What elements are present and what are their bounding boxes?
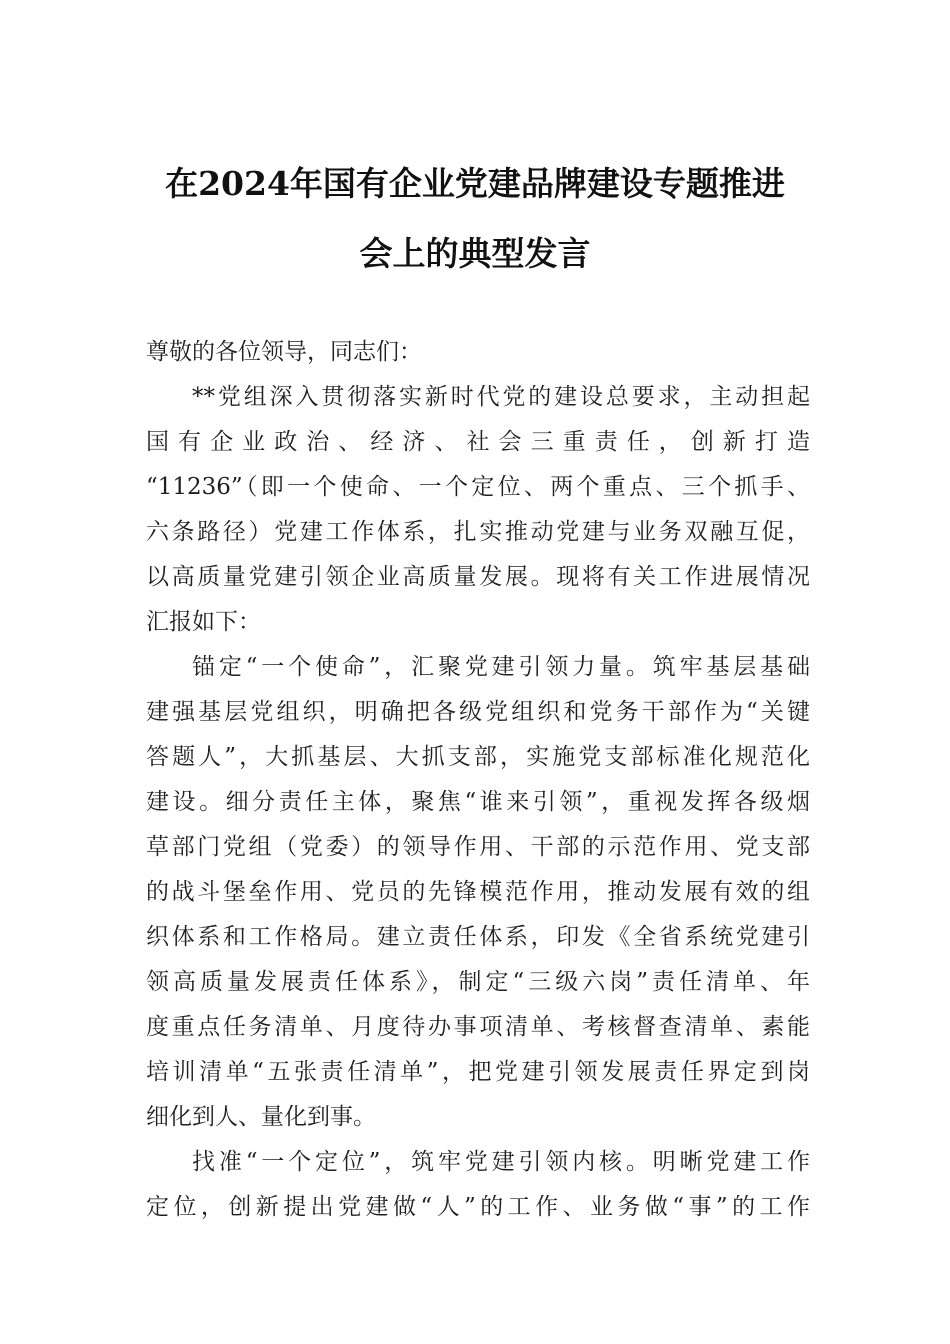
body-text-line: 汇报如下： (146, 609, 261, 635)
body-text-line: 细化到人、量化到事。 (146, 1104, 376, 1130)
body-text-line: 锚定“一个使命”，汇聚党建引领力量。筑牢基层基础 (192, 654, 810, 680)
body-text-line: 尊敬的各位领导，同志们： (146, 339, 422, 365)
body-text-line: 国有企业政治、经济、社会三重责任，创新打造 (146, 429, 810, 455)
document-title-line-2: 会上的典型发言 (359, 234, 591, 273)
body-text-line: “11236”（即一个使命、一个定位、两个重点、三个抓手、 (146, 474, 810, 500)
body-text-line: 六条路径）党建工作体系，扎实推动党建与业务双融互促， (146, 519, 810, 545)
body-text-line: 培训清单“五张责任清单”，把党建引领发展责任界定到岗 (146, 1059, 810, 1085)
body-text-line: 织体系和工作格局。建立责任体系，印发《全省系统党建引 (146, 924, 810, 950)
document-title-line-1: 在2024年国有企业党建品牌建设专题推进 (165, 164, 785, 203)
body-text-line: 建设。细分责任主体，聚焦“谁来引领”，重视发挥各级烟 (146, 789, 810, 815)
body-text-line: 的战斗堡垒作用、党员的先锋模范作用，推动发展有效的组 (146, 879, 810, 905)
body-text-line: 草部门党组（党委）的领导作用、干部的示范作用、党支部 (146, 834, 810, 860)
body-text-line: **党组深入贯彻落实新时代党的建设总要求，主动担起 (192, 384, 810, 410)
body-text-line: 答题人”，大抓基层、大抓支部，实施党支部标准化规范化 (146, 744, 810, 770)
body-text-line: 找准“一个定位”，筑牢党建引领内核。明晰党建工作 (192, 1149, 810, 1175)
body-text-line: 建强基层党组织，明确把各级党组织和党务干部作为“关键 (146, 699, 810, 725)
body-text-line: 定位，创新提出党建做“人”的工作、业务做“事”的工作 (146, 1194, 810, 1220)
body-text-line: 以高质量党建引领企业高质量发展。现将有关工作进展情况 (146, 564, 810, 590)
body-text-line: 度重点任务清单、月度待办事项清单、考核督查清单、素能 (146, 1014, 810, 1040)
body-text-line: 领高质量发展责任体系》，制定“三级六岗”责任清单、年 (146, 969, 810, 995)
document-body (146, 330, 810, 1230)
